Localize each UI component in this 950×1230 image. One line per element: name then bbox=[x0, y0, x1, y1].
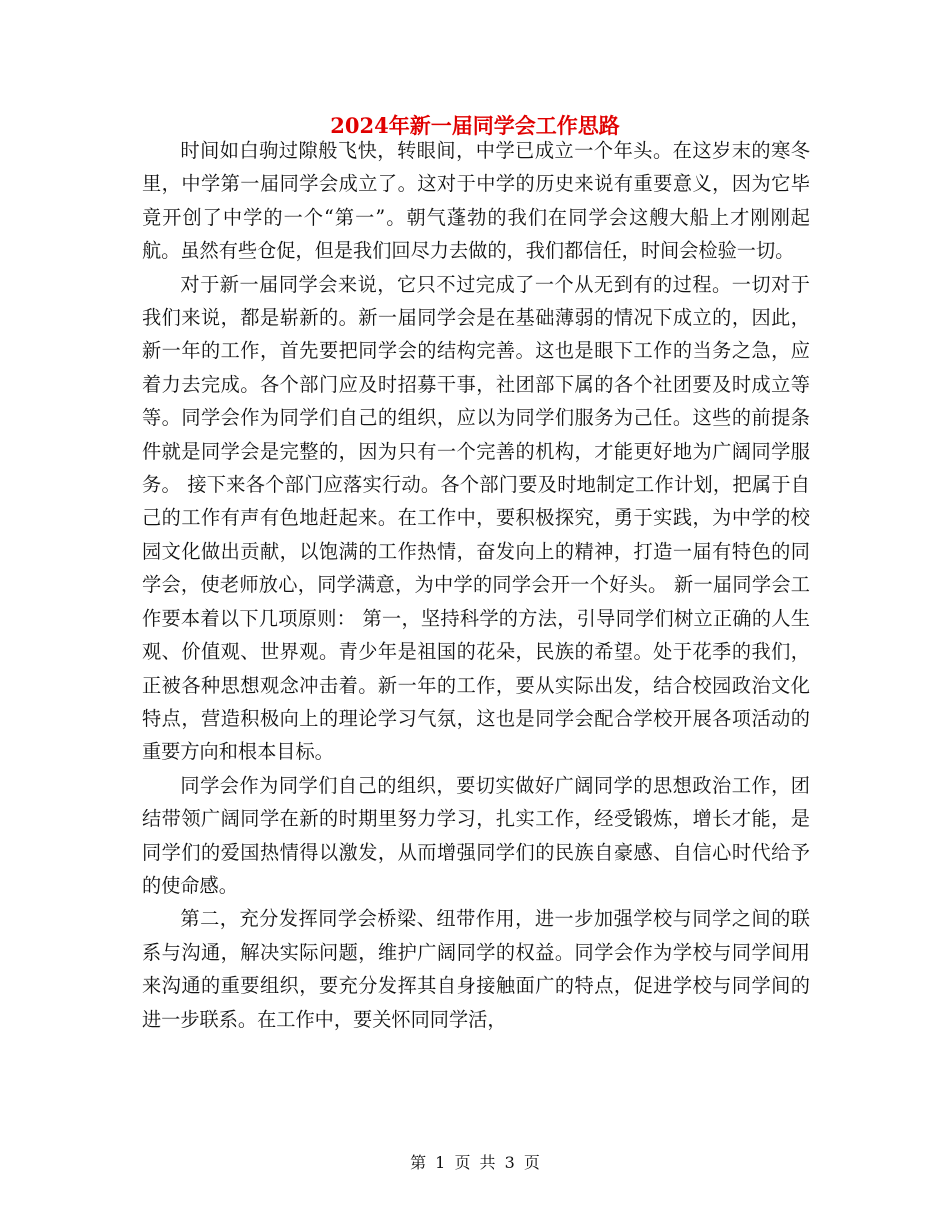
paragraph: 对于新一届同学会来说，它只不过完成了一个从无到有的过程。一切对于我们来说，都是崭新的。新一届同学会是在基础薄弱的情况下成立的，因此，新一年的工作，首先要把同学会的结构完善。这也是眼下工作的当务之急，应着力去完成。各个部门应及时招募干事，社团部下属的各个社团要及时成立等等。同学会作为同学们自己的组织，应以为同学们服务为己任。这些的前提条件就是同学会是完整的，因为只有一个完善的机构，才能更好地为广阔同学服务。 接下来各个部门应落实行动。各个部门要及时地制定工作计划，把属于自己的工作有声有色地赶起来。在工作中，要积极探究，勇于实践，为中学的校园文化做出贡献，以饱满的工作热情，奋发向上的精神，打造一届有特色的同学会，使老师放心，同学满意，为中学的同学会开一个好头。 新一届同学会工作要本着以下几项原则： 第一，坚持科学的方法，引导同学们树立正确的人生观、价值观、世界观。青少年是祖国的花朵，民族的希望。处于花季的我们，正被各种思想观念冲击着。新一年的工作，要从实际出发，结合校园政治文化特点，营造积极向上的理论学习气氛，这也是同学会配合学校开展各项活动的重要方向和根本目标。 bbox=[142, 272, 810, 764]
paragraph: 时间如白驹过隙般飞快，转眼间，中学已成立一个年头。在这岁末的寒冬里，中学第一届同学会成立了。这对于中学的历史来说有重要意义，因为它毕竟开创了中学的一个“第一”。朝气蓬勃的我们在同学会这艘大船上才刚刚起航。虽然有些仓促，但是我们回尽力去做的，我们都信任，时间会检验一切。 bbox=[142, 139, 810, 263]
document-title: 2024年新一届同学会工作思路 bbox=[330, 113, 620, 138]
document-body bbox=[142, 134, 810, 1036]
paragraph: 第二，充分发挥同学会桥梁、纽带作用，进一步加强学校与同学之间的联系与沟通，解决实际问题，维护广阔同学的权益。同学会作为学校与同学间用来沟通的重要组织，要充分发挥其自身接触面广的特点，促进学校与同学间的进一步联系。在工作中，要关怀同同学活， bbox=[142, 907, 810, 1031]
page-footer: 第 1 页 共 3 页 bbox=[410, 1153, 540, 1172]
paragraph: 同学会作为同学们自己的组织，要切实做好广阔同学的思想政治工作，团结带领广阔同学在新的时期里努力学习，扎实工作，经受锻炼，增长才能，是同学们的爱国热情得以激发，从而增强同学们的民族自豪感、自信心时代给予的使命感。 bbox=[142, 773, 810, 897]
